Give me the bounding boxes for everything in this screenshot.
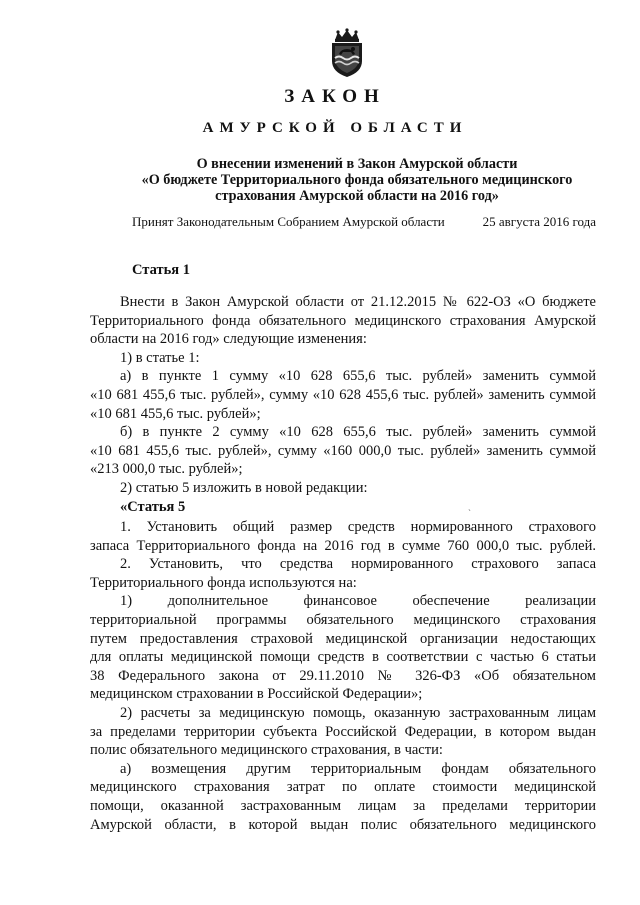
text-line: Территориального фонда обязательного медицинского страхования Амурской [90, 312, 596, 329]
text-line: «10 681 455,6 тыс. рублей», сумму «160 000,0 тыс. рублей» заменить суммой [90, 442, 596, 459]
adopted-by: Принят Законодательным Собранием Амурской области [132, 214, 445, 229]
text-line: для оплаты медицинской помощи средств в соответствии с частью 6 статьи [90, 649, 596, 666]
text-line: 1) дополнительное финансовое обеспечение реализации [120, 593, 596, 610]
text-line: 38 Федерального закона от 29.11.2010 № 326-ФЗ «Об обязательном [90, 667, 596, 684]
subtitle-line: О внесении изменений в Закон Амурской области [196, 156, 518, 172]
article-1-heading: Статья 1 [132, 262, 190, 278]
text-line: 2. Установить, что средства нормированного страхового запаса [120, 556, 596, 573]
text-line: а) возмещения другим территориальным фондам обязательного [120, 760, 596, 777]
text-line: Внести в Закон Амурской области от 21.12.2015 № 622-ОЗ «О бюджете [120, 294, 596, 310]
text-line: «10 681 455,6 тыс. рублей»; [90, 405, 261, 422]
text-line: запаса Территориального фонда на 2016 год в сумме 760 000,0 тыс. рублей. [90, 537, 596, 554]
law-title: ЗАКОН [284, 86, 386, 107]
subtitle-line: «О бюджете Территориального фонда обязательного медицинского [141, 172, 573, 188]
law-subtitle [118, 156, 596, 204]
adopted-date: 25 августа 2016 года [482, 214, 596, 229]
text-line: медицинского страхования затрат по оплате стоимости медицинской [90, 779, 596, 796]
subtitle-line: страхования Амурской области на 2016 год» [215, 188, 499, 204]
text-line: 2) расчеты за медицинскую помощь, оказанную застрахованным лицам [120, 704, 596, 721]
text-line: Амурской области, в которой выдан полис обязательного медицинского [90, 816, 596, 833]
text-line: территориальной программы обязательного медицинского страхования [90, 611, 596, 628]
text-line: помощи, оказанной застрахованным лицам за пределами территории [90, 797, 596, 814]
adoption-line [132, 214, 596, 230]
text-line: «10 681 455,6 тыс. рублей», сумму «10 628 455,6 тыс. рублей» заменить суммой [90, 386, 596, 403]
text-line: 1) в статье 1: [120, 349, 200, 366]
region-title: АМУРСКОЙ ОБЛАСТИ [202, 120, 468, 136]
amur-coat-of-arms-icon [326, 28, 368, 78]
text-line: 2) статью 5 изложить в новой редакции: [120, 479, 368, 496]
text-line: «213 000,0 тыс. рублей»; [90, 461, 243, 478]
text-line: Территориального фонда используются на: [90, 574, 357, 591]
text-line: а) в пункте 1 сумму «10 628 655,6 тыс. рублей» заменить суммой [120, 368, 596, 385]
text-line: полис обязательного медицинского страхования, в части: [90, 742, 443, 759]
article-5-heading: «Статья 5 [120, 498, 186, 515]
text-line: медицинском страховании в Российской Федерации»; [90, 686, 423, 703]
text-line: за пределами территории субъекта Российской Федерации, в котором выдан [90, 723, 596, 740]
text-line: путем предоставления страховой медицинской организации недостающих [90, 630, 596, 647]
text-line: б) в пункте 2 сумму «10 628 655,6 тыс. рублей» заменить суммой [120, 424, 596, 441]
article-1-body [90, 293, 596, 516]
article-5-body [90, 518, 596, 834]
text-line: 1. Установить общий размер средств нормированного страхового [120, 519, 596, 535]
scan-mark: ` [468, 508, 471, 518]
text-line: области на 2016 год» следующие изменения: [90, 331, 367, 348]
